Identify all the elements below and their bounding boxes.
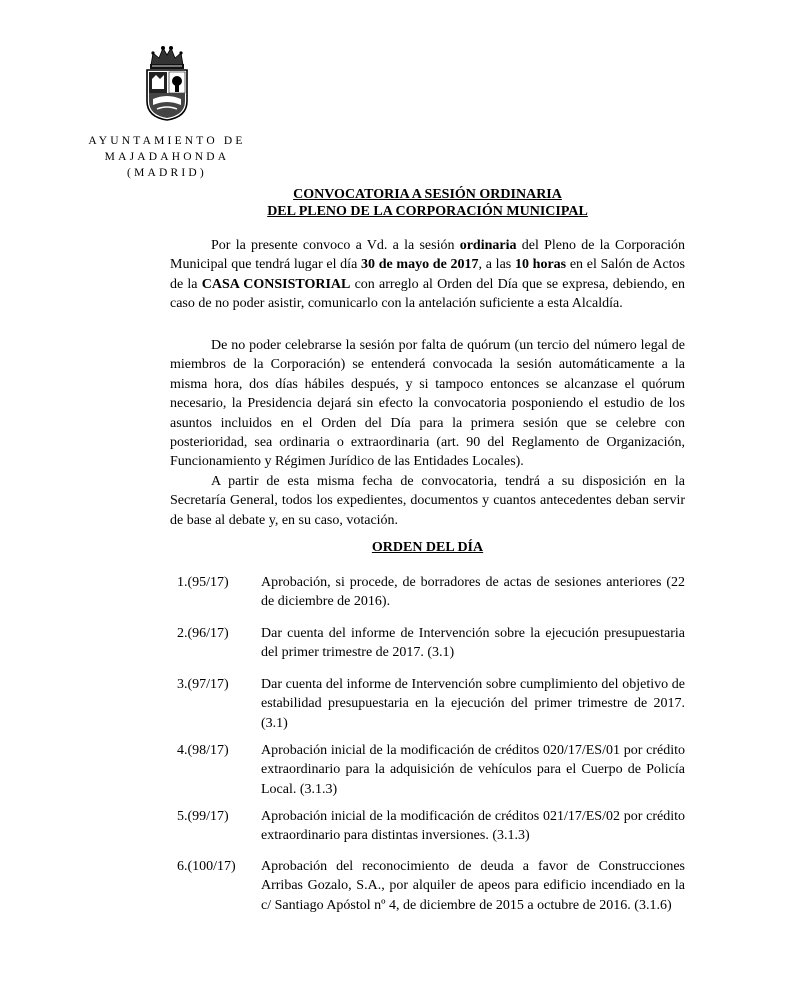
agenda-item-number: 4.(98/17) [177,743,229,758]
agenda-item-text: Aprobación del reconocimiento de deuda a favor de Construcciones Arribas Gozalo, S.A., por alquiler de apeos para edificio incendiado en la c/ Santiago Apóstol nº 4, de diciembre de 2015 a octubre de 2016. (3.1.6) [261,859,685,913]
agenda-item-number: 1.(95/17) [177,575,229,590]
agenda-item [177,624,685,663]
p1-bold-session-type: ordinaria [459,238,517,253]
agenda-item [177,857,685,915]
agenda-item [177,573,685,612]
agenda-item-number: 3.(97/17) [177,677,229,692]
paragraph-quorum [170,336,685,472]
agenda-item [177,807,685,846]
p2-text: De no poder celebrarse la sesión por falta de quórum (un tercio del número legal de miembros de la Corporación) se entenderá convocada la sesión automáticamente a la misma hora, dos días hábiles después, y si tampoco entonces se alcanzase el quórum necesario, la Presidencia dejará sin efecto la convocatoria posponiendo el estudio de los asuntos incluidos en el Orden del Día para la primera sesión que se celebre con posterioridad, sea ordinaria o extraordinaria (art. 90 del Reglamento de Organización, Funcionamiento y Régimen Jurídico de las Entidades Locales). [170,338,685,470]
coat-of-arms-logo [143,45,191,121]
paragraph-availability [170,472,685,530]
agenda-item-number: 6.(100/17) [177,859,236,874]
agenda-item-number: 5.(99/17) [177,809,229,824]
institution-line: MAJADAHONDA [104,151,230,163]
agenda-title: ORDEN DEL DÍA [371,540,484,555]
title-line: DEL PLENO DE LA CORPORACIÓN MUNICIPAL [267,204,588,219]
p1-text: en el Salón de Actos de la [170,257,686,292]
institution-header [78,133,256,181]
agenda-item-text: Dar cuenta del informe de Intervención sobre la ejecución presupuestaria del primer trimestre de 2017. (3.1) [261,626,685,661]
paragraph-convocation [170,236,685,314]
document-title [170,186,685,220]
p1-text: , a las [478,257,515,273]
p1-text: del Pleno de la Corporación Municipal que tendrá lugar el día [170,238,685,273]
title-line: CONVOCATORIA A SESIÓN ORDINARIA [293,187,562,202]
agenda-item [177,741,685,799]
institution-line: AYUNTAMIENTO DE [88,135,246,147]
p1-text: Por la presente convoco a Vd. a la sesión [211,238,460,253]
agenda-item-number: 2.(96/17) [177,626,229,641]
agenda-item-text: Dar cuenta del informe de Intervención sobre cumplimiento del objetivo de estabilidad presupuestaria en la ejecución del primer trimestre de 2017. (3.1) [261,677,685,731]
agenda-item-text: Aprobación inicial de la modificación de créditos 021/17/ES/02 por crédito extraordinario para distintas inversiones. (3.1.3) [261,809,685,844]
institution-line: (MADRID) [127,167,207,179]
p1-bold-venue: CASA CONSISTORIAL [201,276,351,292]
agenda-item-text: Aprobación, si procede, de borradores de actas de sesiones anteriores (22 de diciembre de 2016). [261,575,685,610]
p1-bold-time: 10 horas [514,257,567,273]
p1-bold-date: 30 de mayo de 2017 [361,257,479,273]
agenda-item [177,675,685,733]
p3-text: A partir de esta misma fecha de convocatoria, tendrá a su disposición en la Secretaría General, todos los expedientes, documentos y cuantos antecedentes deban servir de base al debate y, en su caso, votación. [170,474,685,528]
agenda-item-text: Aprobación inicial de la modificación de créditos 020/17/ES/01 por crédito extraordinario para la adquisición de vehículos para el Cuerpo de Policía Local. (3.1.3) [261,743,685,797]
p1-text: con arreglo al Orden del Día que se expresa, debiendo, en caso de no poder asistir, comunicarlo con la antelación suficiente a esta Alcaldía. [170,276,685,312]
